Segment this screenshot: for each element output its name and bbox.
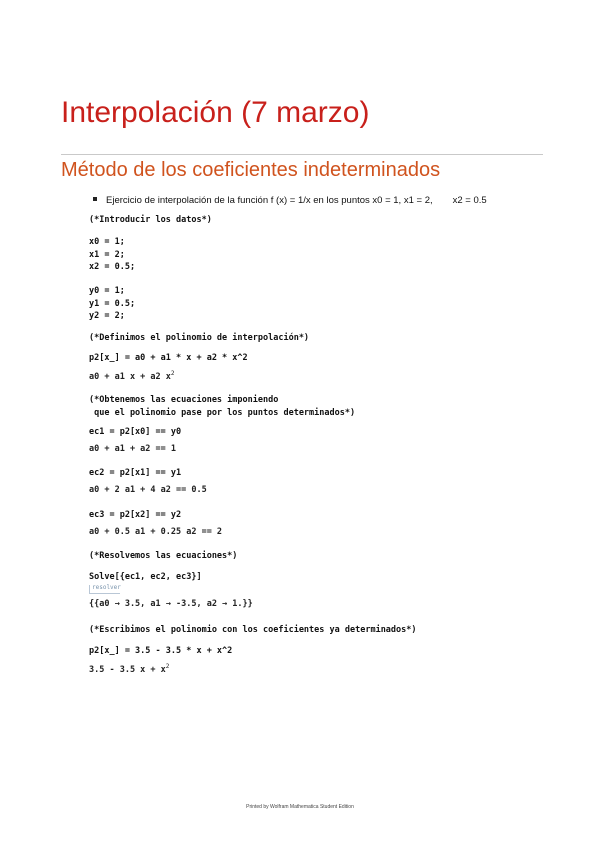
input-x-values[interactable]: x0 = 1; x1 = 2; x2 = 0.5; bbox=[89, 237, 136, 272]
input-polynomial[interactable]: p2[x_] = a0 + a1 * x + a2 * x^2 bbox=[89, 353, 248, 363]
input-solve[interactable]: Solve[{ec1, ec2, ec3}] bbox=[89, 572, 202, 582]
comment-final-polynomial[interactable]: (*Escribimos el polinomio con los coeficientes ya determinados*) bbox=[89, 625, 417, 635]
bullet-square-icon bbox=[93, 197, 97, 201]
output-solve: {{a0 → 3.5, a1 → -3.5, a2 → 1.}} bbox=[89, 599, 253, 609]
comment-equations[interactable]: (*Obtenemos las ecuaciones imponiendo que el polinomio pase por los puntos determinados*) bbox=[89, 395, 356, 418]
comment-intro-data[interactable]: (*Introducir los datos*) bbox=[89, 215, 212, 225]
section-heading: Método de los coeficientes indeterminados bbox=[61, 159, 441, 181]
output-final-polynomial: 3.5 - 3.5 $x + x^2$ bbox=[89, 663, 170, 675]
print-footer: Printed by Wolfram Mathematica Student Edition bbox=[246, 804, 354, 810]
input-ec2[interactable]: ec2 = p2[x1] == y1 bbox=[89, 468, 182, 478]
resolver-tooltip[interactable]: resolver bbox=[89, 585, 120, 594]
input-y-values[interactable]: y0 = 1; y1 = 0.5; y2 = 2; bbox=[89, 286, 136, 321]
output-ec2: a0 + 2 a1 + 4 a2 == 0.5 bbox=[89, 485, 207, 495]
input-ec3[interactable]: ec3 = p2[x2] == y2 bbox=[89, 510, 182, 520]
exercise-bullet bbox=[93, 195, 487, 206]
exercise-text-tail: x2 = 0.5 bbox=[452, 195, 487, 206]
input-ec1[interactable]: ec1 = p2[x0] == y0 bbox=[89, 427, 182, 437]
output-ec1: a0 + a1 + a2 == 1 bbox=[89, 444, 176, 454]
input-final-polynomial[interactable]: p2[x_] = 3.5 - 3.5 * x + x^2 bbox=[89, 646, 233, 656]
title-divider bbox=[61, 154, 543, 155]
comment-define-polynomial[interactable]: (*Definimos el polinomio de interpolación*) bbox=[89, 333, 310, 343]
exercise-text: Ejercicio de interpolación de la función f (x) = 1/x en los puntos x0 = 1, x1 = 2, bbox=[106, 195, 433, 206]
comment-solve[interactable]: (*Resolvemos las ecuaciones*) bbox=[89, 551, 238, 561]
page-title: Interpolación (7 marzo) bbox=[61, 96, 370, 129]
output-ec3: a0 + 0.5 a1 + 0.25 a2 == 2 bbox=[89, 527, 223, 537]
output-polynomial: a0 + a1 x + a2 $x^2$ bbox=[89, 370, 175, 382]
